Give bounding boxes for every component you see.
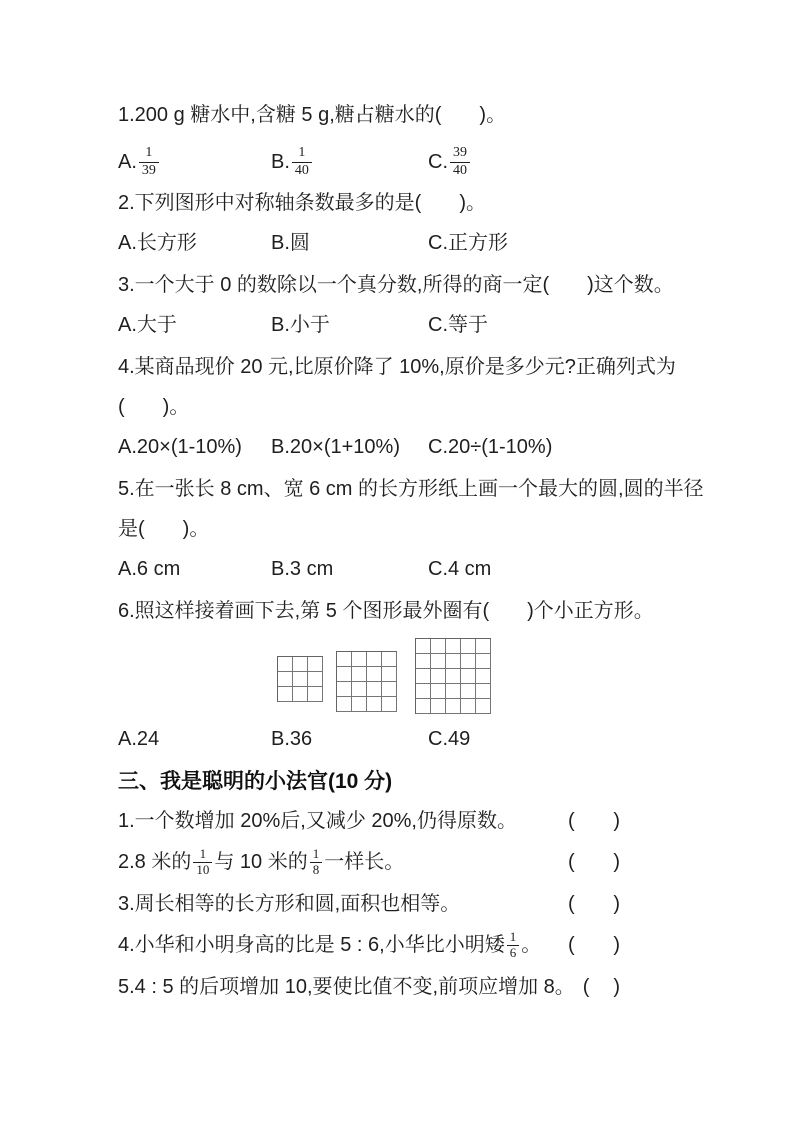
judge-section-heading: 三、我是聪明的小法官(10 分) [118,770,393,793]
text-run: C.4 cm [428,558,492,580]
grid-cell [416,639,431,654]
option-C [428,726,674,752]
options-row [118,726,674,752]
text-run: B.小于 [271,314,330,336]
grid-cell [278,657,293,672]
mc-question-q2 [118,190,674,256]
multiple-choice-section [118,102,704,752]
question-line [118,102,674,128]
fraction [507,930,520,961]
grid-cell [416,654,431,669]
option-A [118,230,271,256]
option-B [271,726,428,752]
text-run: 2.下列图形中对称轴条数最多的是( )。 [118,192,487,214]
grid-cell [461,639,476,654]
text-run: 3.周长相等的长方形和圆,面积也相等。 [118,892,461,915]
question-line [118,190,674,216]
grid-cell [367,682,382,697]
text-run: C.49 [428,728,471,750]
option-C [428,145,674,178]
text-run: A. [118,151,137,173]
text-run: 一样长。 [324,851,405,874]
fraction-denominator: 39 [139,162,159,179]
fraction-numerator: 1 [312,846,320,861]
square-grid-3x3 [277,656,323,702]
question-line [118,272,674,298]
mc-question-q4 [118,354,674,460]
grid-cell [337,697,352,712]
grid-cell [367,652,382,667]
grid-cell [278,687,293,702]
text-run: 2.8 米的 [118,851,192,874]
text-run: A.20×(1-10%) [118,436,242,458]
judge-item-5 [118,974,620,1000]
judge-statement [118,808,560,834]
mc-question-q6 [118,598,674,752]
grid-cell [431,654,446,669]
answer-parentheses [568,891,620,917]
question-line [118,394,674,420]
paren-close: ) [613,892,620,915]
text-run: 6.照这样接着画下去,第 5 个图形最外圈有( )个小正方形。 [118,600,654,622]
paren-open: ( [568,892,575,915]
question-line [118,354,674,380]
fraction [310,847,323,878]
judge-statement [118,930,560,961]
options-row [118,434,674,460]
answer-parentheses [568,932,620,958]
square-grid-4x4 [336,651,397,712]
text-run: 3.一个大于 0 的数除以一个真分数,所得的商一定( )这个数。 [118,274,674,296]
grid-cell [352,652,367,667]
option-C [428,556,674,582]
grid-cell [308,672,323,687]
judge-statement [118,974,575,1000]
judge-item-2 [118,847,620,878]
square-grid-5x5 [415,638,491,714]
text-run: B.3 cm [271,558,334,580]
grid-cell [431,669,446,684]
text-run: 4.小华和小明身高的比是 5 : 6,小华比小明矮 [118,934,505,957]
grid-cell [382,667,397,682]
grid-cell [431,639,446,654]
option-A [118,726,271,752]
text-run: 5.4 : 5 的后项增加 10,要使比值不变,前项应增加 8。 [118,975,575,998]
text-run: B.36 [271,728,313,750]
grid-cell [446,654,461,669]
option-C [428,312,674,338]
text-run: A.6 cm [118,558,181,580]
text-run: 4.某商品现价 20 元,比原价降了 10%,原价是多少元?正确列式为 [118,356,676,378]
options-row [118,142,674,182]
fraction [193,847,212,878]
text-run: C.正方形 [428,232,508,254]
question-line [118,598,674,624]
fraction-denominator: 6 [507,945,520,961]
paren-close: ) [613,851,620,874]
answer-parentheses [568,808,620,834]
answer-parentheses [568,849,620,875]
option-A [118,312,271,338]
grid-cell [446,699,461,714]
text-run: 1.200 g 糖水中,含糖 5 g,糖占糖水的( )。 [118,104,507,126]
grid-cell [476,639,491,654]
grid-cell [461,699,476,714]
grid-cell [431,684,446,699]
grid-cell [308,687,323,702]
option-B [271,230,428,256]
options-row [118,556,674,582]
judge-item-1 [118,808,620,834]
grid-cell [293,672,308,687]
option-A [118,145,271,178]
option-C [428,230,674,256]
fraction [139,145,159,178]
paper-content [118,102,704,1013]
judge-statement [118,891,560,917]
mc-question-q5 [118,476,704,582]
grid-cell [337,667,352,682]
text-run: 5.在一张长 8 cm、宽 6 cm 的长方形纸上画一个最大的圆,圆的半径 [118,478,704,500]
judge-item-3 [118,891,620,917]
grid-cell [446,639,461,654]
text-run: C.等于 [428,314,488,336]
grid-cell [352,682,367,697]
grid-cell [476,699,491,714]
options-row [118,312,674,338]
grid-cell [367,697,382,712]
text-run: 1.一个数增加 20%后,又减少 20%,仍得原数。 [118,810,517,832]
paren-close: ) [613,810,620,832]
fraction-denominator: 10 [193,862,212,878]
fraction-numerator: 1 [298,145,306,161]
grid-cell [337,652,352,667]
text-run: B. [271,151,290,173]
question-line [118,516,674,542]
fraction-numerator: 39 [453,145,467,161]
fraction-denominator: 40 [450,162,470,179]
grid-cell [337,682,352,697]
paren-close: ) [613,975,620,998]
text-run: B.20×(1+10%) [271,436,400,458]
fraction-denominator: 8 [310,862,323,878]
grid-cell [352,697,367,712]
text-run: ( )。 [118,396,190,418]
fraction-numerator: 1 [199,846,207,861]
mc-question-q1 [118,102,674,182]
text-run: 是( )。 [118,518,210,540]
paren-open: ( [582,975,590,998]
option-B [271,145,428,178]
option-C [428,434,674,460]
grid-cell [476,684,491,699]
paren-close: ) [613,934,620,957]
grid-cell [431,699,446,714]
grid-cell [416,699,431,714]
judge-item-4 [118,930,620,961]
grid-cell [382,652,397,667]
grid-cell [293,657,308,672]
mc-question-q3 [118,272,674,338]
grid-cell [308,657,323,672]
fraction-numerator: 1 [145,145,153,161]
grid-cell [461,684,476,699]
grid-cell [461,654,476,669]
question-line [118,476,704,502]
text-run: 。 [521,934,542,957]
grid-cell [476,654,491,669]
option-B [271,312,428,338]
text-run: C. [428,151,448,173]
text-run: 与 10 米的 [214,851,308,874]
text-run: B.圆 [271,232,310,254]
grid-cell [416,684,431,699]
option-B [271,434,428,460]
grid-cell [461,669,476,684]
grid-cell [382,682,397,697]
option-A [118,434,271,460]
text-run: C.20÷(1-10%) [428,436,553,458]
grid-cell [476,669,491,684]
grid-cell [382,697,397,712]
grid-cell [367,667,382,682]
paren-open: ( [568,934,575,957]
options-row [118,230,674,256]
option-B [271,556,428,582]
grid-cell [278,672,293,687]
answer-parentheses [583,974,620,1000]
text-run: A.24 [118,728,160,750]
fraction [450,145,470,178]
fraction [292,145,312,178]
grid-cell [446,684,461,699]
grid-cell [293,687,308,702]
fraction-numerator: 1 [509,928,517,944]
text-run: A.大于 [118,314,177,336]
grid-cell [446,669,461,684]
paren-open: ( [568,851,575,874]
grid-cell [352,667,367,682]
fraction-denominator: 40 [292,162,312,179]
option-A [118,556,271,582]
text-run: A.长方形 [118,232,197,254]
judge-statement [118,847,560,878]
grid-sequence-figure [277,638,674,714]
paren-open: ( [568,810,575,832]
judge-section [118,808,674,1000]
grid-cell [416,669,431,684]
